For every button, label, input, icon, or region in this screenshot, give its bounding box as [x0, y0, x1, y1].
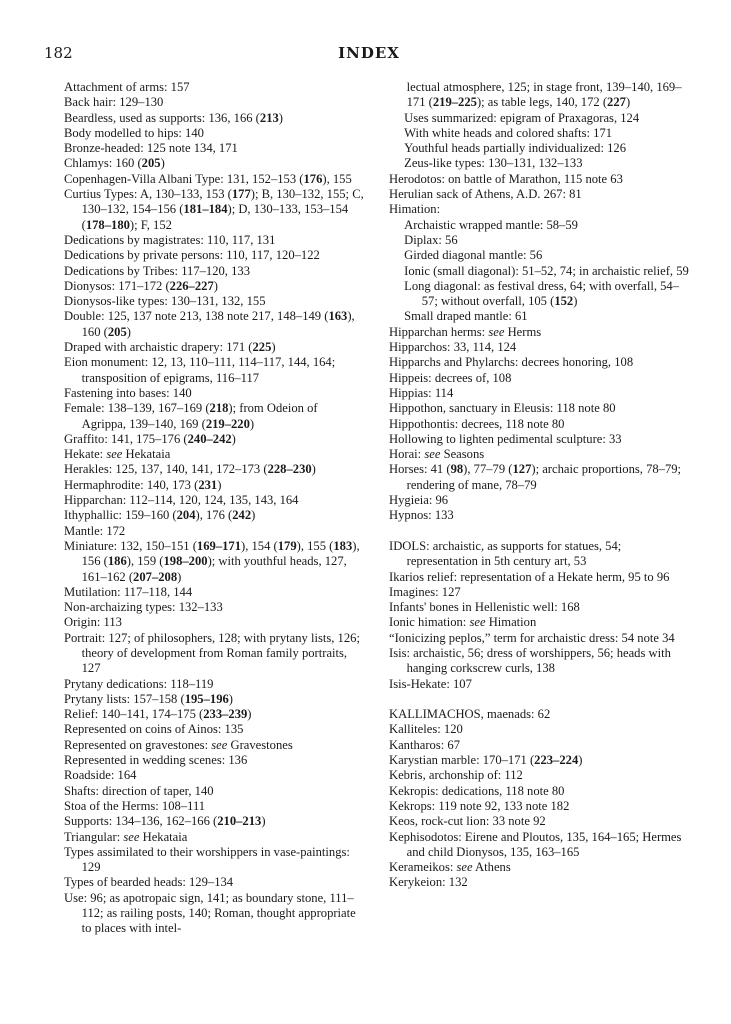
- index-entry: KALLIMACHOS, maenads: 62: [389, 707, 551, 722]
- index-entry: Hipparchs and Phylarchs: decrees honoring, 108: [389, 355, 634, 370]
- index-entry: Dedications by Tribes: 117–120, 133: [64, 263, 250, 278]
- index-entry: Kerykeion: 132: [389, 875, 468, 890]
- page-number: 182: [44, 44, 73, 62]
- index-entry: Isis-Hekate: 107: [389, 676, 472, 691]
- index-entry: Kalliteles: 120: [389, 722, 463, 737]
- index-entry: Hipparchan: 112–114, 120, 124, 135, 143, 164: [64, 493, 299, 508]
- index-entry: Hekate: see Hekataia: [64, 447, 171, 462]
- index-entry: Copenhagen-Villa Albani Type: 131, 152–153 (176), 155: [64, 171, 352, 186]
- index-entry: Youthful heads partially individualized: 126: [404, 141, 627, 156]
- index-entry: Hipparchan herms: see Herms: [389, 324, 542, 339]
- index-entry: Herodotos: on battle of Marathon, 115 note 63: [389, 171, 623, 186]
- index-entry: Keos, rock-cut lion: 33 note 92: [389, 814, 546, 829]
- index-entry: Archaistic wrapped mantle: 58–59: [404, 217, 578, 232]
- index-entry: Horses: 41 (98), 77–79 (127); archaic proportions, 78–79; rendering of mane, 78–79: [389, 462, 682, 492]
- index-entry: Girded diagonal mantle: 56: [404, 248, 543, 263]
- index-entry: Kerameikos: see Athens: [389, 860, 511, 875]
- index-entry: Long diagonal: as festival dress, 64; with overfall, 54–57; without overfall, 105 (152): [404, 278, 680, 309]
- index-entry: Herakles: 125, 137, 140, 141, 172–173 (228–230): [64, 462, 316, 477]
- index-entry: Mutilation: 117–118, 144: [64, 584, 193, 599]
- index-entry: Dedications by private persons: 110, 117, 120–122: [64, 248, 320, 263]
- index-entry: Represented on coins of Ainos: 135: [64, 722, 244, 737]
- index-entry: Ithyphallic: 159–160 (204), 176 (242): [64, 508, 256, 523]
- index-entry: Origin: 113: [64, 615, 122, 630]
- index-entry: Horai: see Seasons: [389, 447, 485, 462]
- index-entry: Kebris, archonship of: 112: [389, 768, 523, 783]
- index-entry: Types assimilated to their worshippers in vase-paintings: 129: [64, 844, 350, 875]
- index-entry: Herulian sack of Athens, A.D. 267: 81: [389, 187, 582, 202]
- index-entry: “Ionicizing peplos,” term for archaistic dress: 54 note 34: [389, 630, 675, 645]
- index-entry: Karystian marble: 170–171 (223–224): [389, 753, 583, 768]
- index-entry: Dionysos-like types: 130–131, 132, 155: [64, 294, 266, 309]
- index-entry: Imagines: 127: [389, 584, 461, 599]
- index-entry: Relief: 140–141, 174–175 (233–239): [64, 707, 252, 722]
- index-entry: Triangular: see Hekataia: [64, 829, 188, 844]
- index-entry: Uses summarized: epigram of Praxagoras, 124: [404, 110, 640, 125]
- index-entry: IDOLS: archaistic, as supports for statues, 54; representation in 5th century art, 53: [389, 538, 622, 569]
- index-entry: Represented in wedding scenes: 136: [64, 753, 248, 768]
- index-entry: Eion monument: 12, 13, 110–111, 114–117, 144, 164; transposition of epigrams, 116–117: [64, 355, 336, 385]
- index-entry: Kekropis: dedications, 118 note 80: [389, 783, 565, 798]
- index-entry: Hipparchos: 33, 114, 124: [389, 340, 517, 355]
- index-entry: Kantharos: 67: [389, 737, 460, 752]
- index-entry: Types of bearded heads: 129–134: [64, 875, 234, 890]
- index-entry: Dedications by magistrates: 110, 117, 131: [64, 232, 276, 247]
- index-entry: Hypnos: 133: [389, 508, 454, 523]
- index-entry: Himation:: [389, 202, 441, 217]
- index-entry: Beardless, used as supports: 136, 166 (213): [64, 110, 283, 125]
- index-entry: Prytany lists: 157–158 (195–196): [64, 691, 233, 706]
- index-entry: Stoa of the Herms: 108–111: [64, 798, 206, 813]
- index-entry: Non-archaizing types: 132–133: [64, 600, 223, 615]
- index-entry: Supports: 134–136, 162–166 (210–213): [64, 814, 266, 829]
- index-entry: Hollowing to lighten pedimental sculpture: 33: [389, 431, 622, 446]
- index-entry: Curtius Types: A, 130–133, 153 (177); B, 130–132, 155; C, 130–132, 154–156 (181–184); D, 130–133, 153–154 (178–180); F, 152: [64, 187, 364, 232]
- index-entry: Hermaphrodite: 140, 173 (231): [64, 477, 222, 492]
- index-entry: Kekrops: 119 note 92, 133 note 182: [389, 798, 570, 813]
- index-entry: Chlamys: 160 (205): [64, 156, 165, 171]
- index-entry: Mantle: 172: [64, 523, 126, 538]
- index-entry: Roadside: 164: [64, 768, 137, 783]
- index-entry: lectual atmosphere, 125; in stage front, 139–140, 169–171 (219–225); as table legs, 140, 172 (227): [406, 80, 682, 110]
- index-entry: Double: 125, 137 note 213, 138 note 217, 148–149 (163), 160 (205): [64, 309, 355, 339]
- index-column-right: [389, 80, 695, 891]
- index-entry: Represented on gravestones: see Gravestones: [64, 737, 293, 752]
- index-entry: Body modelled to hips: 140: [64, 125, 204, 140]
- index-entry: Ionic himation: see Himation: [389, 615, 537, 630]
- index-entry: Ionic (small diagonal): 51–52, 74; in archaistic relief, 59: [404, 263, 689, 278]
- index-entry: Infants' bones in Hellenistic well: 168: [389, 600, 580, 615]
- index-entry: Hippias: 114: [389, 385, 454, 400]
- index-entry: Miniature: 132, 150–151 (169–171), 154 (179), 155 (183), 156 (186), 159 (198–200); with youthful heads, 127, 161–162 (207–208): [64, 538, 360, 584]
- page-header: [44, 44, 694, 66]
- index-entry: Bronze-headed: 125 note 134, 171: [64, 141, 238, 156]
- index-entry: Hippothon, sanctuary in Eleusis: 118 note 80: [389, 401, 616, 416]
- index-entry: Female: 138–139, 167–169 (218); from Odeion of Agrippa, 139–140, 169 (219–220): [64, 401, 318, 431]
- index-entry: Draped with archaistic drapery: 171 (225): [64, 340, 276, 355]
- index-entry: Fastening into bases: 140: [64, 385, 192, 400]
- index-entry: Ikarios relief: representation of a Hekate herm, 95 to 96: [389, 569, 670, 584]
- index-entry: Prytany dedications: 118–119: [64, 676, 214, 691]
- index-entry: Hygieia: 96: [389, 493, 449, 508]
- index-entry: Hippeis: decrees of, 108: [389, 370, 512, 385]
- index-entry: Kephisodotos: Eirene and Ploutos, 135, 164–165; Hermes and child Dionysos, 135, 163–165: [389, 829, 682, 859]
- index-entry: Zeus-like types: 130–131, 132–133: [404, 156, 583, 171]
- index-entry: Dionysos: 171–172 (226–227): [64, 278, 218, 293]
- index-entry: Small draped mantle: 61: [404, 309, 528, 324]
- index-entry: Portrait: 127; of philosophers, 128; with prytany lists, 126; theory of development from Roman family portraits, 127: [64, 630, 360, 676]
- index-column-left: [64, 80, 364, 937]
- index-entry: Diplax: 56: [404, 232, 458, 247]
- index-entry: Hippothontis: decrees, 118 note 80: [389, 416, 565, 431]
- index-entry: Use: 96; as apotropaic sign, 141; as boundary stone, 111–112; as railing posts, 140; Roman, thought appropriate to places with intel-: [64, 890, 356, 936]
- index-entry: Attachment of arms: 157: [64, 80, 190, 94]
- index-entry: With white heads and colored shafts: 171: [404, 125, 613, 140]
- page-title: INDEX: [338, 44, 400, 62]
- index-entry: Graffito: 141, 175–176 (240–242): [64, 431, 236, 446]
- index-entry: Isis: archaistic, 56; dress of worshippers, 56; heads with hanging corkscrew curls, 138: [389, 645, 671, 676]
- index-entry: Shafts: direction of taper, 140: [64, 783, 214, 798]
- index-entry: Back hair: 129–130: [64, 95, 164, 110]
